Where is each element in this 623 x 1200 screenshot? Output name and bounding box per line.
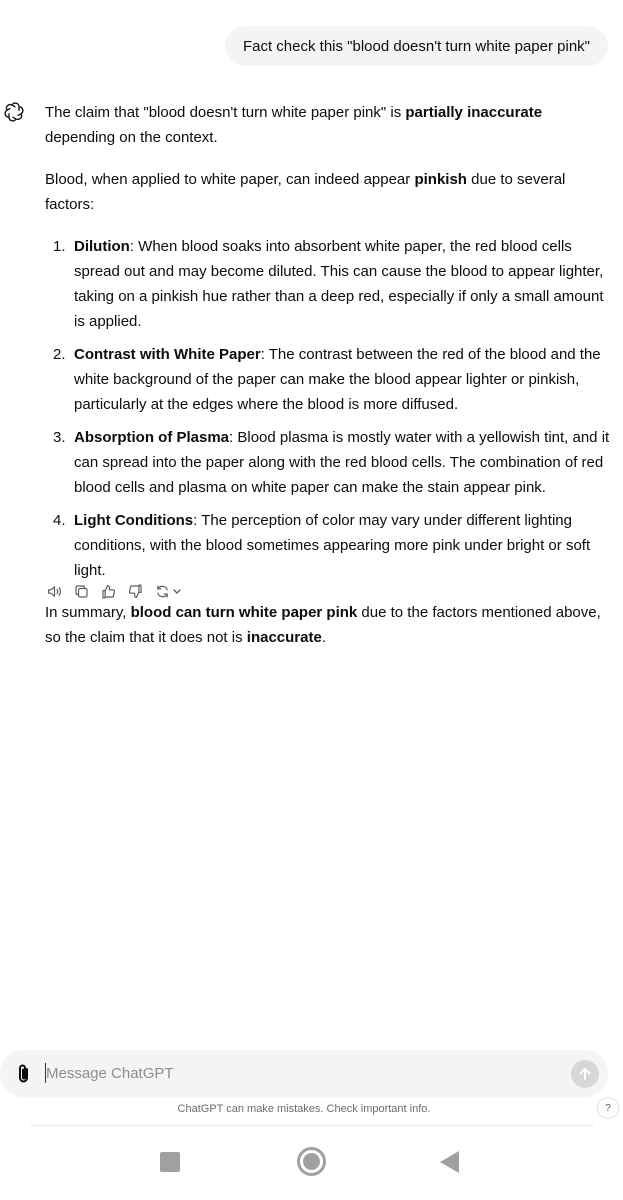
copy-icon[interactable] — [72, 582, 91, 601]
factor-list — [45, 234, 610, 583]
list-item: 3. Absorption of Plasma: Blood plasma is mostly water with a yellowish tint, and it can spread into the paper along with the red blood cells. The combination of red blood cells and plasma on white paper can make the stain appear pink. — [53, 429, 610, 496]
thumbs-up-icon[interactable] — [99, 582, 118, 601]
user-message-bubble: Fact check this "blood doesn't turn white paper pink" — [225, 26, 608, 66]
list-item: 2. Contrast with White Paper: The contrast between the red of the blood and the white background of the paper can make the blood appear lighter or pinkish, particularly at the edges where the blood is more diffused. — [53, 346, 601, 413]
message-composer — [0, 1050, 608, 1097]
disclaimer-text: ChatGPT can make mistakes. Check important info. — [177, 1103, 431, 1115]
paperclip-icon[interactable] — [14, 1063, 34, 1085]
message-input[interactable] — [46, 1060, 546, 1087]
send-button[interactable] — [571, 1060, 599, 1088]
chatgpt-logo-icon — [4, 102, 24, 122]
regenerate-icon[interactable] — [153, 582, 172, 601]
response-intro: The claim that "blood doesn't turn white paper pink" is partially inaccurate depending on the context. — [45, 104, 543, 146]
thumbs-down-icon[interactable] — [126, 582, 145, 601]
message-actions — [45, 580, 190, 602]
help-button[interactable]: ? — [597, 1097, 619, 1119]
read-aloud-icon[interactable] — [45, 582, 64, 601]
chevron-down-icon[interactable] — [172, 582, 182, 601]
recents-button[interactable] — [160, 1152, 180, 1172]
back-button[interactable] — [440, 1151, 459, 1173]
response-summary: In summary, blood can turn white paper pink due to the factors mentioned above, so the claim that it does not is inaccurate. — [45, 604, 601, 646]
list-item: 4. Light Conditions: The perception of color may vary under different lighting conditions, with the blood sometimes appearing more pink under bright or soft light. — [53, 512, 591, 579]
arrow-up-icon — [577, 1066, 593, 1082]
android-nav-bar — [0, 1130, 623, 1200]
home-button[interactable] — [297, 1147, 326, 1176]
response-lead: Blood, when applied to white paper, can indeed appear pinkish due to several factors: — [45, 171, 566, 213]
divider — [30, 1125, 594, 1126]
list-item: 1. Dilution: When blood soaks into absorbent white paper, the red blood cells spread out and may become diluted. This can cause the blood to appear lighter, taking on a pinkish hue rather than a deep red, especially if only a small amount is applied. — [53, 238, 604, 330]
